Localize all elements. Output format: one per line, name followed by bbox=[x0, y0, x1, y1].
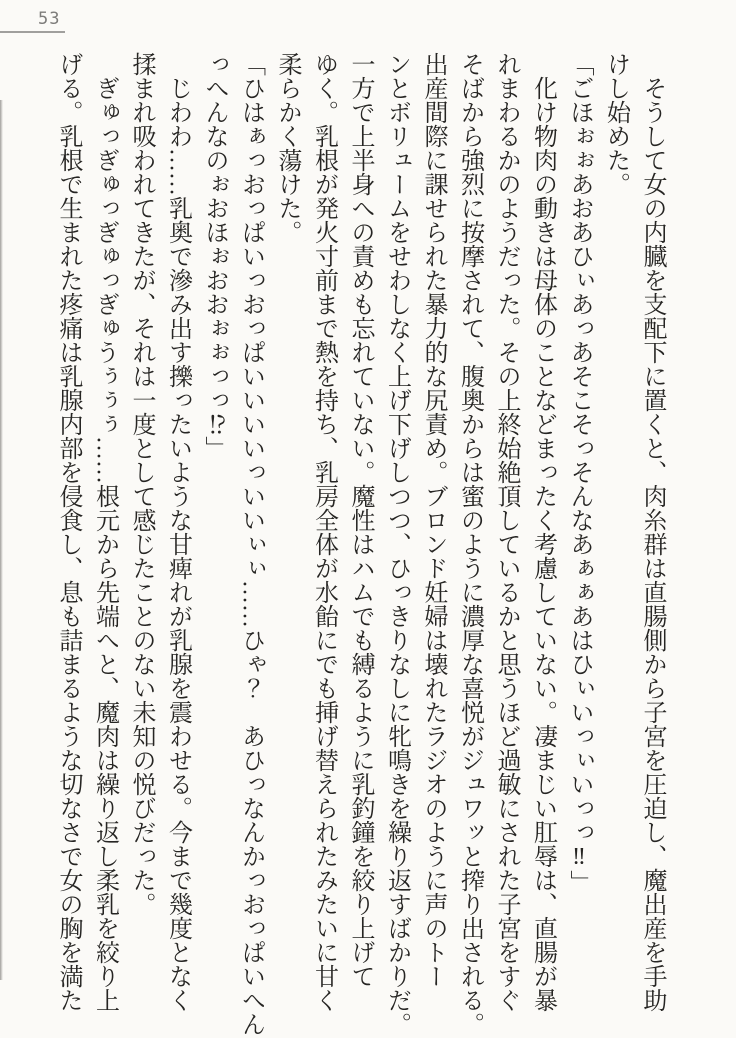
body-text bbox=[50, 52, 671, 1038]
text-column: 「ひはぁっおっぱいっおっぱいいいいっいいぃぃ……ひゃ？ あひっなんかっおっぱいへん bbox=[237, 52, 264, 1036]
text-column: じわわ……乳奥で滲み出す擽ったいような甘痺れが乳腺を震わせる。今まで幾度となく bbox=[164, 52, 191, 1012]
text-column: ゆく。乳根が発火寸前まで熱を持ち、乳房全体が水飴にでも挿げ替えられたみたいに甘く bbox=[310, 52, 337, 1012]
text-column: 一方で上半身への責めも忘れていない。魔性はハムでも縛るように乳釣鐘を絞り上げて bbox=[347, 52, 373, 988]
scan-edge-shadow bbox=[0, 100, 3, 980]
page-number-rule bbox=[0, 31, 65, 33]
text-column: げる。乳根で生まれた疼痛は乳腺内部を侵食し、息も詰まるような切なさで女の胸を満た bbox=[55, 52, 81, 1012]
text-column: れまわるかのようだった。その上終始絶頂しているかと思うほど過敏にされた子宮をすぐ bbox=[493, 52, 519, 1012]
text-column: 柔らかく蕩けた。 bbox=[274, 52, 300, 244]
text-column: けし始めた。 bbox=[602, 52, 629, 196]
text-column: そうして女の内臓を支配下に置くと、肉糸群は直腸側から子宮を圧迫し、魔出産を手助 bbox=[639, 52, 665, 1012]
text-column: 化け物肉の動きは母体のことなどまったく考慮していない。凄まじい肛辱は、直腸が暴 bbox=[529, 52, 556, 1012]
text-column: そばから強烈に按摩されて、腹奥からは蜜のように濃厚な喜悦がジュワッと搾り出される。 bbox=[456, 52, 483, 1036]
text-column: 出産間際に課せられた暴力的な尻責め。ブロンド妊婦は壊れたラジオのように声のトー bbox=[420, 52, 446, 988]
page-number: 53 bbox=[38, 9, 61, 29]
text-column: っへんなのぉおほぉおおぉぉっっ⁉」 bbox=[201, 52, 227, 460]
text-column: 揉まれ吸われてきたが、それは一度として感じたことのない未知の悦びだった。 bbox=[128, 52, 154, 916]
text-column: ぎゅっぎゅっぎゅっぎゅうぅぅぅ……根元から先端へと、魔肉は繰り返し柔乳を絞り上 bbox=[91, 52, 118, 1012]
text-column: 「ごほぉぉあおあひぃあっあそこそっそんなあぁぁあはひぃいっぃいっっ‼」 bbox=[566, 52, 592, 894]
text-column: ンとボリュームをせわしなく上げ下げしつつ、ひっきりなしに牝鳴きを繰り返すばかりだ。 bbox=[383, 52, 410, 1036]
